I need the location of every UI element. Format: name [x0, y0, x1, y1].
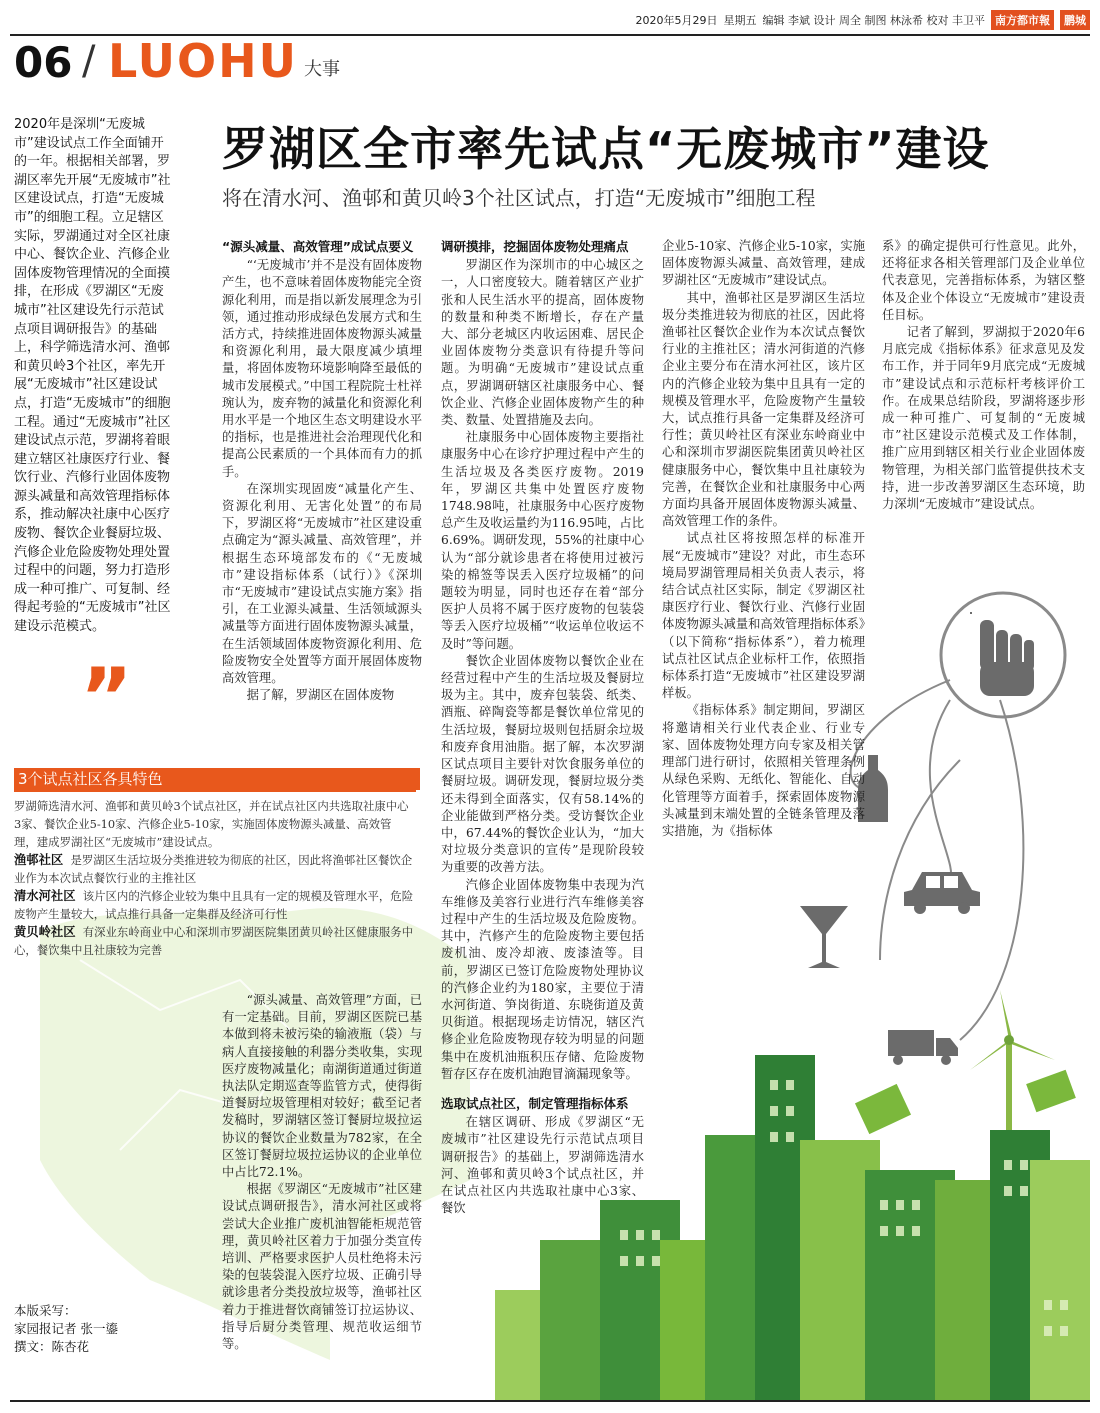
car-icon — [904, 872, 980, 914]
article-column-3 — [662, 238, 865, 840]
byline-writer: 撰文：陈杏花 — [14, 1339, 90, 1354]
column-2-paragraph-3: 餐饮企业固体废物以餐饮企业在经营过程中产生的生活垃圾及餐厨垃圾为主。其中，废弃包装袋、纸类、酒瓶、碎陶瓷等都是餐饮单位常见的生活垃圾，餐厨垃圾则包括厨余垃圾和废弃食用油脂。据了解，本次罗湖区试点项目主要针对饮食服务单位的餐厨垃圾。调研发现，餐厨垃圾分类还未得到全面落实，仅有58.14%的企业能做到严格分类。受访餐饮企业中，67.44%的餐饮企业认为，“加大对垃圾分类意识的宣传”是现阶段较为重要的改善方法。 — [441, 653, 644, 875]
box-item-text: 有深业东岭商业中心和深圳市罗湖医院集团黄贝岭社区健康服务中心，餐饮集中且社康较为完善 — [14, 925, 414, 957]
column-4-paragraph-1: 系》的确定提供可行性意见。此外，还将征求各相关管理部门及企业单位代表意见，完善指标体系，为辖区整体及企业个体设立“无废城市”建设责任目标。 — [882, 239, 1085, 322]
box-item-text: 该片区内的汽修企业较为集中且具有一定的规模及管理水平，危险废物产生量较大，试点推行具备一定集群及经济可行性 — [14, 889, 414, 921]
article-column-1-continued — [222, 992, 422, 1353]
cocktail-glass-icon — [800, 906, 848, 968]
edition-logo: 鹏城 — [1060, 10, 1090, 30]
column-3-paragraph-2: 其中，渔邨社区是罗湖区生活垃圾分类推进较为彻底的社区，因此将渔邨社区餐饮企业作为本次试点餐饮行业的主推社区；清水河街道的汽修企业主要分布在清水河社区，该片区内的汽修企业较为集中且具有一定的规模及管理水平，危险废物产生量较大，试点推行具备一定集群及经济可行性；黄贝岭社区有深业东岭商业中心和深圳市罗湖医院集团黄贝岭社区健康服务中心，餐饮集中且社康较为完善，在餐饮企业和社康服务中心两方面均具备开展固体废物源头减量、高效管理工作的条件。 — [662, 290, 865, 529]
box-title: 3个试点社区各具特色 — [14, 768, 420, 790]
box-item-text: 是罗湖区生活垃圾分类推进较为彻底的社区，因此将渔邨社区餐饮企业作为本次试点餐饮行业的主推社区 — [14, 853, 413, 885]
box-item — [14, 887, 414, 923]
box-intro: 罗湖筛选清水河、渔邨和黄贝岭3个试点社区，并在试点社区内共选取社康中心3家、餐饮企业5-10家、汽修企业5-10家，实施固体废物源头减量、高效管理，建成罗湖社区“无废城市”建设试点。 — [14, 799, 409, 849]
box-item-name: 渔邨社区 — [14, 853, 64, 867]
column-3-paragraph-1: 企业5-10家、汽修企业5-10家，实施固体废物源头减量、高效管理，建成罗湖社区“无废城市”建设试点。 — [662, 239, 865, 288]
column-2-paragraph-1: 罗湖区作为深圳市的中心城区之一，人口密度较大。随着辖区产业扩张和人民生活水平的提高，固体废物的数量和种类不断增长，存在产量大、部分老城区内收运困难、居民企业固体废物分类意识有待提升等问题。为明确“无废城市”建设试点重点，罗湖调研辖区社康服务中心、餐饮企业、汽修企业固体废物产生的种类、数量、处置措施及去向。 — [441, 258, 644, 428]
network-lines — [851, 680, 1024, 1040]
column-1-heading: “源头减量、高效管理”成试点要义 — [222, 239, 414, 254]
column-2-paragraph-5: 在辖区调研、形成《罗湖区“无废城市”社区建设先行示范试点项目调研报告》的基础上，罗湖筛选清水河、渔邨和黄贝岭3个试点社区，并在试点社区内共选取社康中心3家、餐饮 — [441, 1115, 644, 1216]
section-subtitle: 大事 — [304, 59, 340, 80]
column-3-paragraph-4: 《指标体系》制定期间，罗湖区将邀请相关行业代表企业、行业专家、固体废物处理方向专家及相关管理部门进行研讨，依照相关管理条例从绿色采购、无纸化、智能化、自动化管理等方面着手，探索固体废物源头减量到末端处置的全链条管理及落实措施，为《指标体 — [662, 703, 865, 838]
column-3-paragraph-3: 试点社区将按照怎样的标准开展“无废城市”建设？对此，市生态环境局罗湖管理局相关负责人表示，将结合试点社区实际，制定《罗湖区社康医疗行业、餐饮行业、汽修行业固体废物源头减量和高效管理指标体系》（以下简称“指标体系”），着力梳理试点社区试点企业标杆工作，依照指标体系打造“无废城市”社区建设罗湖样板。 — [662, 531, 865, 701]
issue-date: 2020年5月29日 — [635, 14, 718, 27]
column-1b-paragraph-1: “源头减量、高效管理”方面，已有一定基础。目前，罗湖区医院已基本做到将未被污染的输液瓶（袋）与病人直接接触的利器分类收集，实现医疗废物减量化；南湖街道通过街道执法队定期巡查等监管方式，使得街道餐厨垃圾管理相对较好；截至记者发稿时，罗湖辖区签订餐厨垃圾拉运协议的餐饮企业数量为782家，在全区签订餐厨垃圾拉运协议的企业单位中占比72.1%。 — [222, 993, 422, 1180]
article-column-2 — [441, 238, 644, 1217]
article-column-1 — [222, 238, 422, 704]
article-column-4 — [882, 238, 1085, 513]
column-1-paragraph-3: 据了解，罗湖区在固体废物 — [246, 688, 395, 703]
truck-icon — [888, 1030, 958, 1065]
byline — [14, 1302, 214, 1356]
bottom-rule — [10, 1400, 1090, 1402]
column-1b-paragraph-2: 根据《罗湖区“无废城市”社区建设试点调研报告》，清水河社区或将尝试大企业推广废机油智能柜规范管理，黄贝岭社区着力于加强分类宣传培训、严格要求医护人员杜绝将未污染的包装袋混入医疗垃圾、正确引导就诊患者分类投放垃圾等，渔邨社区着力于推进督饮商铺签订拉运协议、指导后厨分类管理、规范收运细节等。 — [222, 1182, 422, 1352]
section-name: LUOHU — [108, 34, 298, 88]
byline-label: 本版采写： — [14, 1303, 77, 1318]
subheadline: 将在清水河、渔邨和黄贝岭3个社区试点，打造“无废城市”细胞工程 — [222, 186, 816, 210]
dateline — [636, 10, 1090, 30]
page-slash: / — [82, 38, 96, 84]
newspaper-logo: 南方都市報 — [991, 10, 1054, 30]
staff-credits: 编辑 李斌 设计 周全 制图 林泳希 校对 丰卫平 — [762, 14, 985, 27]
quote-mark-icon: ” — [80, 651, 133, 744]
column-2-heading-2: 选取试点社区，制定管理指标体系 — [441, 1095, 629, 1111]
box-item — [14, 923, 414, 959]
byline-reporter: 家园报记者 张一鎏 — [14, 1321, 118, 1336]
box-item — [14, 851, 414, 887]
lead-paragraph: 2020年是深圳“无废城市”建设试点工作全面铺开的一年。根据相关部署，罗湖区率先开展“无废城市”社区建设试点，打造“无废城市”的细胞工程。立足辖区实际，罗湖通过对全区社康中心、餐饮企业、汽修企业固体废物管理情况的全面摸排，在形成《罗湖区“无废城市”社区建设先行示范试点项目调研报告》的基础上，科学筛选清水河、渔邨和黄贝岭3个社区，率先开展“无废城市”社区建设试点，打造“无废城市”的细胞工程。通过“无废城市”社区建设试点示范，罗湖将着眼建立辖区社康医疗行业、餐饮行业、汽修行业固体废物源头减量和高效管理指标体系，推动解决社康中心医疗废物、餐饮企业餐厨垃圾、汽修企业危险废物处理处置过程中的问题，努力打造形成一种可推广、可复制、经得起考验的“无废城市”社区建设示范模式。 — [14, 117, 171, 635]
column-2-paragraph-4: 汽修企业固体废物集中表现为汽车维修及美容行业进行汽车维修美容过程中产生的生活垃圾及危险废物。其中，汽修产生的危险废物主要包括废机油、废冷却液、废漆渣等。目前，罗湖区已签订危险废物处理协议的汽修企业约为180家，主要位于清水河街道、笋岗街道、东晓街道及黄贝街道。根据现场走访情况，辖区汽修企业危险废物现存较为明显的问题集中在废机油瓶积压存储、危险废物暂存区存在废机油跑冒滴漏现象等。 — [441, 877, 644, 1081]
headline: 罗湖区全市率先试点“无废城市”建设 — [222, 122, 990, 176]
column-2-heading: 调研摸排，挖掘固体废物处理痛点 — [441, 239, 629, 254]
column-2-paragraph-2: 社康服务中心固体废物主要指社康服务中心在诊疗护理过程中产生的生活垃圾及各类医疗废物。2019年，罗湖区共集中处置医疗废物1748.98吨，社康服务中心医疗废物总产生及收运量约为116.95吨，占比6.69%。调研发现，55%的社康中心认为“部分就诊患者在将使用过被污染的棉签等误丢入医疗垃圾桶”的问题较为明显，同时也还存在着“部分医护人员将不属于医疗废物的包装袋等丢入医疗垃圾桶”“收运单位收运不及时”等问题。 — [441, 430, 644, 651]
box-item-name: 黄贝岭社区 — [14, 925, 76, 939]
box-title-underline — [14, 790, 416, 792]
column-1-paragraph-2: 在深圳实现固废“减量化产生、资源化利用、无害化处置”的布局下，罗湖区将“无废城市”社区建设重点确定为“源头减量、高效管理”，并根据生态环境部发布的《“无废城市”建设指标体系（试行）》《深圳市“无废城市”建设试点实施方案》指引，在工业源头减量、生活领域源头减量等方面进行固体废物源头减量，在生活领域固体废物资源化利用、危险废物安全处置等方面开展固体废物高效管理。 — [222, 481, 422, 686]
issue-weekday: 星期五 — [723, 14, 757, 27]
box-body — [14, 797, 414, 959]
column-1-paragraph-1: “‘无废城市’并不是没有固体废物产生，也不意味着固体废物能完全资源化利用，而是指以新发展理念为引领，通过推动形成绿色发展方式和生活方式，持续推进固体废物源头减量和资源化利用，最大限度减少填埋量，将固体废物环境影响降至最低的城市发展模式。”中国工程院院士杜祥琬认为，废弃物的減量化和资源化利用水平是一个地区生态文明建设水平的指标，也是推进社会治理现代化和提高公民素质的一个具体而有力的抓手。 — [222, 258, 422, 479]
box-item-name: 清水河社区 — [14, 889, 76, 903]
hand-pointer-icon — [941, 593, 1065, 717]
page-number: 06 — [14, 38, 73, 87]
column-4-paragraph-2: 记者了解到，罗湖拟于2020年6月底完成《指标体系》征求意见及发布工作，并于同年9月底完成“无废城市”建设试点和示范标杆考核评价工作。在成果总结阶段，罗湖将逐步形成一种可推广、可复制的“无废城市”社区建设示范模式及工作体制，推广应用到辖区相关行业企业固体废物管理，为相关部门监管提供技术支持，进一步改善罗湖区生态环境，助力深圳“无废城市”建设试点。 — [882, 325, 1085, 512]
